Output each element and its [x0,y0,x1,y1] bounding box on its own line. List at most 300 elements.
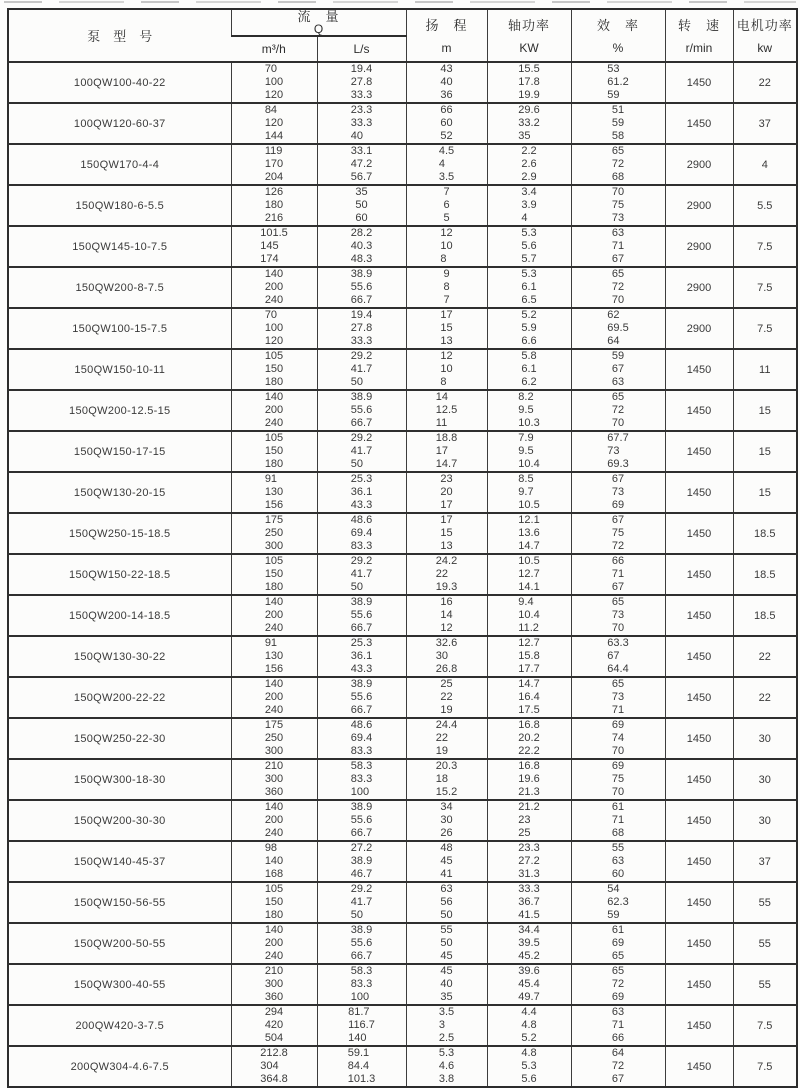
table-row [8,349,797,390]
efficiency-values: 70 75 73 [611,186,625,224]
table-row [8,103,797,144]
shaft-power-values: 39.6 45.4 49.7 [518,965,540,1003]
speed-value: 1450 [665,923,733,964]
header-motor-power-name: 电机功率 [736,18,793,33]
motor-power-value: 18.5 [733,513,797,554]
flow-ls-values: 29.2 41.7 50 [350,432,373,470]
speed-value: 1450 [665,1046,733,1087]
pump-model: 100QW100-40-22 [73,76,166,89]
flow-ls-values: 33.1 47.2 56.7 [350,145,373,183]
efficiency-values: 51 59 58 [611,104,625,142]
flow-ls-values: 48.6 69.4 83.3 [350,514,373,552]
head-values: 24.2 22 19.3 [435,555,458,593]
shaft-power-values: 5.3 5.6 5.7 [521,227,537,265]
head-cell [406,800,487,841]
flow-ls-values: 29.2 41.7 50 [350,555,373,593]
speed-value: 1450 [665,390,733,431]
efficiency-cell [571,1005,665,1046]
efficiency-values: 53 61.2 59 [607,63,629,101]
flow-ls-cell [317,595,406,636]
motor-power-value: 30 [733,800,797,841]
head-cell [406,390,487,431]
speed-value: 1450 [665,513,733,554]
flow-m3h-values: 212.8 304 364.8 [260,1047,288,1085]
table-row [8,431,797,472]
table-row [8,1046,797,1087]
table-row [8,964,797,1005]
motor-power-value: 18.5 [733,595,797,636]
pump-model: 150QW100-15-7.5 [72,322,168,335]
head-values: 20.3 18 15.2 [435,760,458,798]
efficiency-values: 69 75 70 [611,760,625,798]
head-values: 55 50 45 [440,924,453,962]
shaft-power-cell [487,1046,571,1087]
head-cell [406,472,487,513]
flow-ls-values: 38.9 55.6 66.7 [350,268,373,306]
table-row [8,841,797,882]
flow-ls-values: 25.3 36.1 43.3 [350,473,373,511]
pump-model: 150QW145-10-7.5 [72,240,168,253]
speed-value: 1450 [665,841,733,882]
head-cell [406,882,487,923]
efficiency-values: 65 72 70 [611,268,625,306]
pump-spec-table [7,8,798,1088]
shaft-power-cell [487,677,571,718]
flow-ls-values: 38.9 55.6 66.7 [350,801,373,839]
shaft-power-values: 5.3 6.1 6.5 [521,268,537,306]
shaft-power-cell [487,800,571,841]
efficiency-values: 65 72 70 [611,391,625,429]
motor-power-value: 30 [733,759,797,800]
pump-model: 150QW130-20-15 [73,486,166,499]
motor-power-value: 37 [733,103,797,144]
header-motor-power [733,9,797,62]
table-header [8,9,797,62]
flow-ls-values: 48.6 69.4 83.3 [350,719,373,757]
head-values: 24.4 22 19 [435,719,458,757]
pump-model: 150QW150-56-55 [73,896,166,909]
flow-m3h-values: 91 130 156 [264,637,284,675]
flow-ls-values: 38.9 55.6 66.7 [350,596,373,634]
header-shaft-power [487,9,571,62]
header-pump-model: 泵 型 号 [87,29,153,44]
efficiency-cell [571,62,665,103]
table-row [8,472,797,513]
head-values: 4.5 4 3.5 [438,145,455,183]
head-values: 43 40 36 [440,63,453,101]
flow-m3h-cell [231,882,317,923]
table-row [8,595,797,636]
flow-m3h-cell [231,800,317,841]
efficiency-cell [571,636,665,677]
shaft-power-cell [487,144,571,185]
shaft-power-values: 15.5 17.8 19.9 [518,63,540,101]
speed-value: 1450 [665,718,733,759]
head-cell [406,677,487,718]
flow-m3h-values: 70 100 120 [264,309,284,347]
flow-ls-values: 19.4 27.8 33.3 [350,63,373,101]
efficiency-values: 62 69.5 64 [607,309,629,347]
head-cell [406,144,487,185]
flow-m3h-cell [231,349,317,390]
flow-m3h-values: 140 200 240 [264,924,284,962]
flow-ls-cell [317,308,406,349]
head-cell [406,964,487,1005]
motor-power-value: 18.5 [733,554,797,595]
flow-m3h-values: 105 150 180 [264,350,284,388]
header-head-name: 扬 程 [425,18,468,33]
motor-power-value: 55 [733,923,797,964]
head-values: 12 10 8 [440,227,453,265]
header-shaft-power-name: 轴功率 [508,18,551,33]
shaft-power-cell [487,62,571,103]
efficiency-cell [571,1046,665,1087]
shaft-power-cell [487,267,571,308]
motor-power-value: 7.5 [733,308,797,349]
flow-ls-values: 38.9 55.6 66.7 [350,391,373,429]
flow-ls-values: 29.2 41.7 50 [350,883,373,921]
efficiency-values: 67 75 72 [611,514,625,552]
head-cell [406,1005,487,1046]
shaft-power-cell [487,431,571,472]
motor-power-value: 7.5 [733,1046,797,1087]
shaft-power-cell [487,349,571,390]
pump-model: 100QW120-60-37 [73,117,166,130]
efficiency-values: 66 71 67 [611,555,625,593]
flow-ls-values: 28.2 40.3 48.3 [350,227,373,265]
head-values: 3.5 3 2.5 [438,1006,455,1044]
efficiency-cell [571,800,665,841]
efficiency-cell [571,103,665,144]
flow-m3h-cell [231,103,317,144]
pump-model: 150QW250-15-18.5 [69,527,171,540]
flow-ls-cell [317,800,406,841]
efficiency-values: 64 72 67 [611,1047,625,1085]
flow-ls-cell [317,431,406,472]
motor-power-value: 22 [733,677,797,718]
flow-m3h-values: 70 100 120 [264,63,284,101]
flow-ls-values: 38.9 55.6 66.7 [350,924,373,962]
speed-value: 1450 [665,964,733,1005]
table-row [8,554,797,595]
flow-m3h-values: 210 300 360 [264,965,284,1003]
flow-m3h-values: 105 150 180 [264,555,284,593]
header-efficiency-unit: % [612,41,624,55]
flow-ls-values: 81.7 116.7 140 [348,1006,375,1044]
flow-m3h-values: 98 140 168 [264,842,284,880]
flow-m3h-values: 175 250 300 [264,514,284,552]
flow-ls-values: 25.3 36.1 43.3 [350,637,373,675]
flow-m3h-values: 84 120 144 [264,104,284,142]
shaft-power-cell [487,636,571,677]
speed-value: 1450 [665,431,733,472]
shaft-power-cell [487,103,571,144]
speed-value: 2900 [665,144,733,185]
table-row [8,923,797,964]
efficiency-cell [571,349,665,390]
pump-model: 150QW180-6-5.5 [75,199,165,212]
motor-power-value: 7.5 [733,1005,797,1046]
efficiency-values: 54 62.3 59 [607,883,629,921]
flow-m3h-values: 140 200 240 [264,678,284,716]
efficiency-values: 69 74 70 [611,719,625,757]
flow-ls-cell [317,759,406,800]
speed-value: 1450 [665,759,733,800]
efficiency-cell [571,554,665,595]
flow-ls-cell [317,226,406,267]
speed-value: 1450 [665,62,733,103]
shaft-power-values: 33.3 36.7 41.5 [518,883,540,921]
header-flow-symbol: Q [313,22,324,36]
table-row [8,267,797,308]
head-values: 48 45 41 [440,842,453,880]
shaft-power-cell [487,718,571,759]
head-cell [406,636,487,677]
motor-power-value: 5.5 [733,185,797,226]
shaft-power-values: 7.9 9.5 10.4 [518,432,540,470]
motor-power-value: 7.5 [733,267,797,308]
scan-artifact [4,1,796,3]
head-cell [406,1046,487,1087]
pump-model: 200QW420-3-7.5 [75,1019,165,1032]
flow-ls-cell [317,349,406,390]
shaft-power-values: 4.4 4.8 5.2 [521,1006,537,1044]
head-values: 32.6 30 26.8 [435,637,458,675]
head-cell [406,718,487,759]
pump-model: 150QW200-8-7.5 [75,281,165,294]
table-row [8,718,797,759]
header-efficiency-name: 效 率 [597,18,640,33]
table-row [8,1005,797,1046]
flow-ls-cell [317,185,406,226]
flow-m3h-values: 91 130 156 [264,473,284,511]
shaft-power-values: 12.7 15.8 17.7 [518,637,540,675]
motor-power-value: 37 [733,841,797,882]
head-cell [406,103,487,144]
efficiency-cell [571,759,665,800]
efficiency-cell [571,595,665,636]
speed-value: 1450 [665,1005,733,1046]
flow-ls-values: 58.3 83.3 100 [350,760,373,798]
flow-m3h-cell [231,513,317,554]
flow-m3h-values: 119 170 204 [264,145,284,183]
speed-value: 2900 [665,267,733,308]
pump-model: 150QW130-30-22 [73,650,166,663]
flow-ls-values: 58.3 83.3 100 [350,965,373,1003]
flow-m3h-cell [231,62,317,103]
shaft-power-values: 2.2 2.6 2.9 [521,145,537,183]
efficiency-values: 61 69 65 [611,924,625,962]
efficiency-cell [571,472,665,513]
efficiency-cell [571,964,665,1005]
table-row [8,226,797,267]
efficiency-values: 59 67 63 [611,350,625,388]
flow-m3h-values: 210 300 360 [264,760,284,798]
flow-m3h-cell [231,226,317,267]
flow-m3h-cell [231,718,317,759]
shaft-power-values: 8.2 9.5 10.3 [518,391,540,429]
flow-m3h-values: 126 180 216 [264,186,284,224]
flow-ls-values: 19.4 27.8 33.3 [350,309,373,347]
head-values: 34 30 26 [440,801,453,839]
pump-model: 150QW200-50-55 [73,937,166,950]
shaft-power-values: 14.7 16.4 17.5 [518,678,540,716]
head-cell [406,349,487,390]
pump-model: 150QW200-12.5-15 [69,404,171,417]
pump-model: 150QW140-45-37 [73,855,166,868]
flow-ls-cell [317,103,406,144]
efficiency-values: 65 72 69 [611,965,625,1003]
flow-m3h-cell [231,144,317,185]
flow-ls-cell [317,513,406,554]
motor-power-value: 15 [733,472,797,513]
head-cell [406,554,487,595]
speed-value: 1450 [665,882,733,923]
pump-model: 150QW300-18-30 [73,773,166,786]
shaft-power-values: 29.6 33.2 35 [518,104,540,142]
flow-ls-values: 38.9 55.6 66.7 [350,678,373,716]
table-row [8,800,797,841]
efficiency-cell [571,390,665,431]
efficiency-cell [571,718,665,759]
flow-m3h-values: 140 200 240 [264,596,284,634]
flow-m3h-cell [231,841,317,882]
pump-model: 150QW200-14-18.5 [69,609,171,622]
flow-ls-cell [317,964,406,1005]
table-row [8,759,797,800]
flow-m3h-cell [231,1005,317,1046]
head-values: 9 8 7 [443,268,450,306]
header-speed [665,9,733,62]
shaft-power-values: 5.2 5.9 6.6 [521,309,537,347]
shaft-power-cell [487,923,571,964]
head-values: 18.8 17 14.7 [435,432,458,470]
flow-m3h-values: 105 150 180 [264,432,284,470]
shaft-power-cell [487,472,571,513]
pump-model: 150QW150-17-15 [73,445,166,458]
shaft-power-values: 9.4 10.4 11.2 [518,596,540,634]
shaft-power-values: 16.8 20.2 22.2 [518,719,540,757]
header-flow-name: 流 量 [297,9,340,24]
pump-model: 150QW200-30-30 [73,814,166,827]
shaft-power-cell [487,185,571,226]
efficiency-cell [571,677,665,718]
header-flow [231,9,406,36]
shaft-power-cell [487,390,571,431]
shaft-power-values: 16.8 19.6 21.3 [518,760,540,798]
pump-model: 150QW300-40-55 [73,978,166,991]
table-body [8,62,797,1087]
table-row [8,390,797,431]
pump-model: 150QW200-22-22 [73,691,166,704]
pump-model: 150QW150-10-11 [74,363,166,376]
shaft-power-cell [487,964,571,1005]
flow-ls-cell [317,841,406,882]
head-values: 25 22 19 [440,678,453,716]
shaft-power-cell [487,595,571,636]
head-values: 7 6 5 [443,186,450,224]
pump-model: 200QW304-4.6-7.5 [70,1060,169,1073]
flow-ls-cell [317,636,406,677]
efficiency-values: 63.3 67 64.4 [607,637,629,675]
motor-power-value: 7.5 [733,226,797,267]
shaft-power-cell [487,513,571,554]
head-values: 66 60 52 [440,104,453,142]
header-motor-power-unit: kw [757,41,773,55]
flow-m3h-values: 101.5 145 174 [260,227,288,265]
shaft-power-values: 21.2 23 25 [518,801,540,839]
flow-m3h-cell [231,964,317,1005]
table-row [8,677,797,718]
head-cell [406,62,487,103]
header-efficiency [571,9,665,62]
motor-power-value: 22 [733,62,797,103]
head-cell [406,841,487,882]
efficiency-values: 65 73 70 [611,596,625,634]
shaft-power-values: 12.1 13.6 14.7 [518,514,540,552]
table-row [8,882,797,923]
shaft-power-cell [487,841,571,882]
head-values: 63 56 50 [440,883,453,921]
flow-m3h-cell [231,677,317,718]
efficiency-cell [571,841,665,882]
flow-m3h-cell [231,759,317,800]
efficiency-values: 67.7 73 69.3 [607,432,629,470]
shaft-power-values: 4.8 5.3 5.6 [521,1047,537,1085]
flow-m3h-values: 140 200 240 [264,268,284,306]
flow-m3h-cell [231,185,317,226]
efficiency-cell [571,185,665,226]
head-cell [406,431,487,472]
motor-power-value: 22 [733,636,797,677]
shaft-power-cell [487,759,571,800]
flow-ls-cell [317,390,406,431]
motor-power-value: 55 [733,882,797,923]
flow-ls-cell [317,1005,406,1046]
head-values: 5.3 4.6 3.8 [438,1047,455,1085]
shaft-power-values: 8.5 9.7 10.5 [518,473,540,511]
table-row [8,636,797,677]
header-shaft-power-unit: KW [519,41,539,55]
head-values: 17 15 13 [440,309,453,347]
table-row [8,185,797,226]
speed-value: 1450 [665,595,733,636]
shaft-power-cell [487,1005,571,1046]
flow-ls-cell [317,677,406,718]
header-head [406,9,487,62]
flow-ls-cell [317,554,406,595]
pump-model: 150QW150-22-18.5 [69,568,171,581]
efficiency-values: 67 73 69 [611,473,625,511]
flow-ls-cell [317,718,406,759]
speed-value: 1450 [665,349,733,390]
flow-m3h-values: 105 150 180 [264,883,284,921]
speed-value: 1450 [665,103,733,144]
shaft-power-cell [487,226,571,267]
head-values: 14 12.5 11 [435,391,458,429]
flow-ls-values: 35 50 60 [355,186,368,224]
shaft-power-values: 3.4 3.9 4 [521,186,537,224]
motor-power-value: 4 [733,144,797,185]
head-values: 16 14 12 [440,596,453,634]
flow-m3h-cell [231,267,317,308]
header-speed-unit: r/min [685,41,713,55]
shaft-power-values: 34.4 39.5 45.2 [518,924,540,962]
flow-ls-values: 27.2 38.9 46.7 [350,842,373,880]
speed-value: 2900 [665,185,733,226]
shaft-power-cell [487,882,571,923]
motor-power-value: 30 [733,718,797,759]
